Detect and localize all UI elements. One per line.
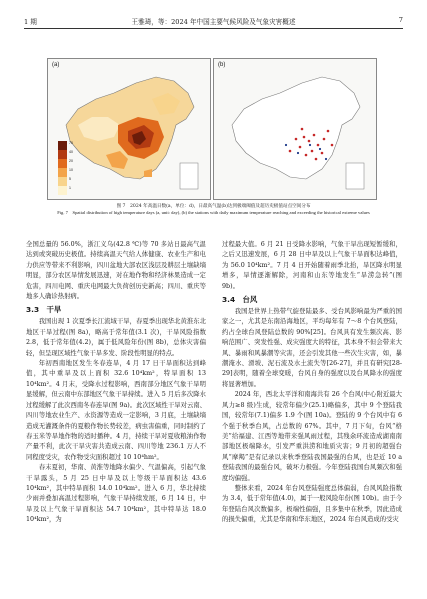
left-column (26, 240, 206, 526)
colorbar-swatch (58, 141, 67, 150)
colorbar-tick: 70 (69, 141, 73, 145)
colorbar-swatch (58, 168, 67, 177)
page-number: 7 (398, 16, 403, 24)
figure-caption (40, 204, 387, 216)
figure-7 (47, 58, 375, 198)
colorbar-swatch (58, 177, 67, 186)
map-panel-a (47, 58, 211, 200)
caption-chinese: 图 7 2024 年高温日数(a，单位：d)，日最高气温(b)达到极端阈值及超历史极值站点空间分布 (116, 204, 311, 209)
colorbar-swatch (58, 159, 67, 168)
paragraph: 全国总量的 56.0%，浙江义乌(42.8 ℃)等 70 多站日最高气温达到或突破历史极值。持续高温天气给人体健康、农业生产和电力供应等带来不利影响，四川盆地大部农区浅层及耕层土壤缺墒明显，部分农区旱情发展迅速，对在地作物和经济林果造成一定危害，四川电网、重庆电网最大负荷创历史新高；四川、重庆等地多人确诊热射病。 (26, 241, 206, 301)
right-column (222, 240, 402, 526)
colorbar-tick: 40 (69, 150, 73, 154)
paragraph: 春末夏初，华南、黄淮等地降水偏少、气温偏高，引起气象干旱露头，5 月 25 日中旱及以上等级干旱面积达 43.6 10⁴km²，其中特旱面积 14.0 10⁴km²。进入 6 月，华北持续少雨并叠加高温过程影响，气象干旱持续发展，6 月 14 日，中旱及以上气象干旱面积达 54.7 10⁴km²，其中特旱达 18.0 10⁴km²，为 (26, 464, 206, 524)
colorbar-tick: 20 (69, 159, 73, 163)
section-heading-drought: 3.3 干旱 (26, 305, 62, 315)
caption-english: Fig. 7 Spatial distribution of high temperature days (a, unit: day), (b) the stations with daily maximum temperature reaching and exceeding the historical extreme values (57, 210, 370, 215)
section-heading-typhoon: 3.4 台风 (222, 295, 258, 305)
map-panel-b (213, 58, 377, 200)
panel-a-tag: (a) (52, 62, 60, 68)
issue-label: 1 期 (24, 18, 37, 26)
running-header (24, 14, 403, 29)
high-temperature-days-map (48, 59, 210, 199)
paragraph: 过程最大值。6 月 21 日受降水影响，气象干旱出现短暂缓和，之后又迅速发展，6 月 28 日中旱及以上气象干旱面积达峰值，为 56.0 10⁴km²。7 月 4 日开始随着雨季北抬，旱区降水明显增多，旱情逐渐解除，河南和山东等地发生“旱涝急转”(图 9b)。 (222, 241, 402, 290)
paragraph: 整体来看，2024 年台风登陆强度总体偏弱，台风风险指数为 3.4，低于常年值(4.0)，属于一般风险年份(图 10b)。由于今年登陆台风次数偏多，极端性偏强，且多集中在秋季，因此造成的损失偏重，尤其是华南和华东地区，2024 年台风造成的受灾 (222, 484, 402, 524)
colorbar-tick: 1 (69, 186, 71, 190)
running-title: 王雅琦，等：2024 年中国主要气候风险及气象灾害概述 (131, 18, 296, 26)
colorbar-swatch (58, 186, 67, 195)
paragraph: 我国是世界上热带气旋登陆最多、受台风影响最为严重的国家之一，尤其是东南沿海地区，平均每年有 7～8 个台风登陆，约占全球台风登陆总数的 90%[25]。台风具有发生频次高、影响范围广、突发性强、成灾强度大的特征，其本身不但会带来大风、暴雨和风暴潮等灾害，还会引发其他一些次生灾害，如，暴潮淹水、滑坡、泥石流及水土流失等[26-27]，并且有研究[28-29]表明，随着全球变暖，台风自身的强度以及台风降水的强度将显著增加。 (222, 308, 402, 388)
paragraph: 2024 年，西北太平洋和南海共有 26 个台风(中心附近最大风力≥8 级)生成，较常年偏少(25.1)略偏多，其中 9 个登陆我国，较常年(7.1)偏多 1.9 个(图 10a)。登陆的 9 个台风中有 6 个强于秋季台风，占总数的 67%。其中，7 月下旬，台风“格美”给福建、江西等地带来强风雨过程，其残余环流造成湖南南部地区极端降水，引发严重洪涝和地质灾害；9 月初的超强台风“摩羯”是有记录以来秋季登陆我国最强的台风，也是近 10 a 登陆我国的最强台风，破坏力极强。今年登陆我国台风频次和强度均偏强。 (222, 391, 402, 482)
colorbar-tick: 5 (69, 177, 71, 181)
paragraph: 年初西南地区发生冬春连旱，4 月 17 日干旱面积达到峰值，其中重旱及以上面积 32.6 10⁴km²，特旱面积 13 10⁴km²。4 月末，受降水过程影响，西南部分地区气象干旱明显缓解，但云南中东部地区气象干旱持续。进入 5 月后多次降水过程缓解了此次西南冬春连旱(图 9a)。此次区域性干旱对云南、四川等地农业生产、水资源等造成一定影响，3 月底，土壤缺墒造成无灌溉条件的夏粮作物长势较差，病虫害偏重，同时制约了春玉米等旱地作物的适时播种。4 月，持续干旱对夏收粮油作物产量不利，此次干旱灾害共造成云南、四川等地 236.1 万人不同程度受灾，农作物受灾面积超过 10 10⁴hm²。 (26, 360, 206, 461)
colorbar (58, 141, 67, 195)
colorbar-tick: 10 (69, 168, 73, 172)
paragraph: 我国出现 1 次夏季长江流域干旱，春夏季出现华北黄淮东北地区干旱过程(图 8a)，略高于常年值(3.1 次)，干旱风险指数 2.8，低于常年值(4.2)，属于低风险年份(图 8b)，总体灾害偏轻，但呈现区域性气象干旱多发、阶段性明显的特点。 (26, 318, 206, 357)
extreme-stations-map (214, 59, 376, 199)
panel-b-tag: (b) (218, 62, 226, 68)
colorbar-swatch (58, 150, 67, 159)
